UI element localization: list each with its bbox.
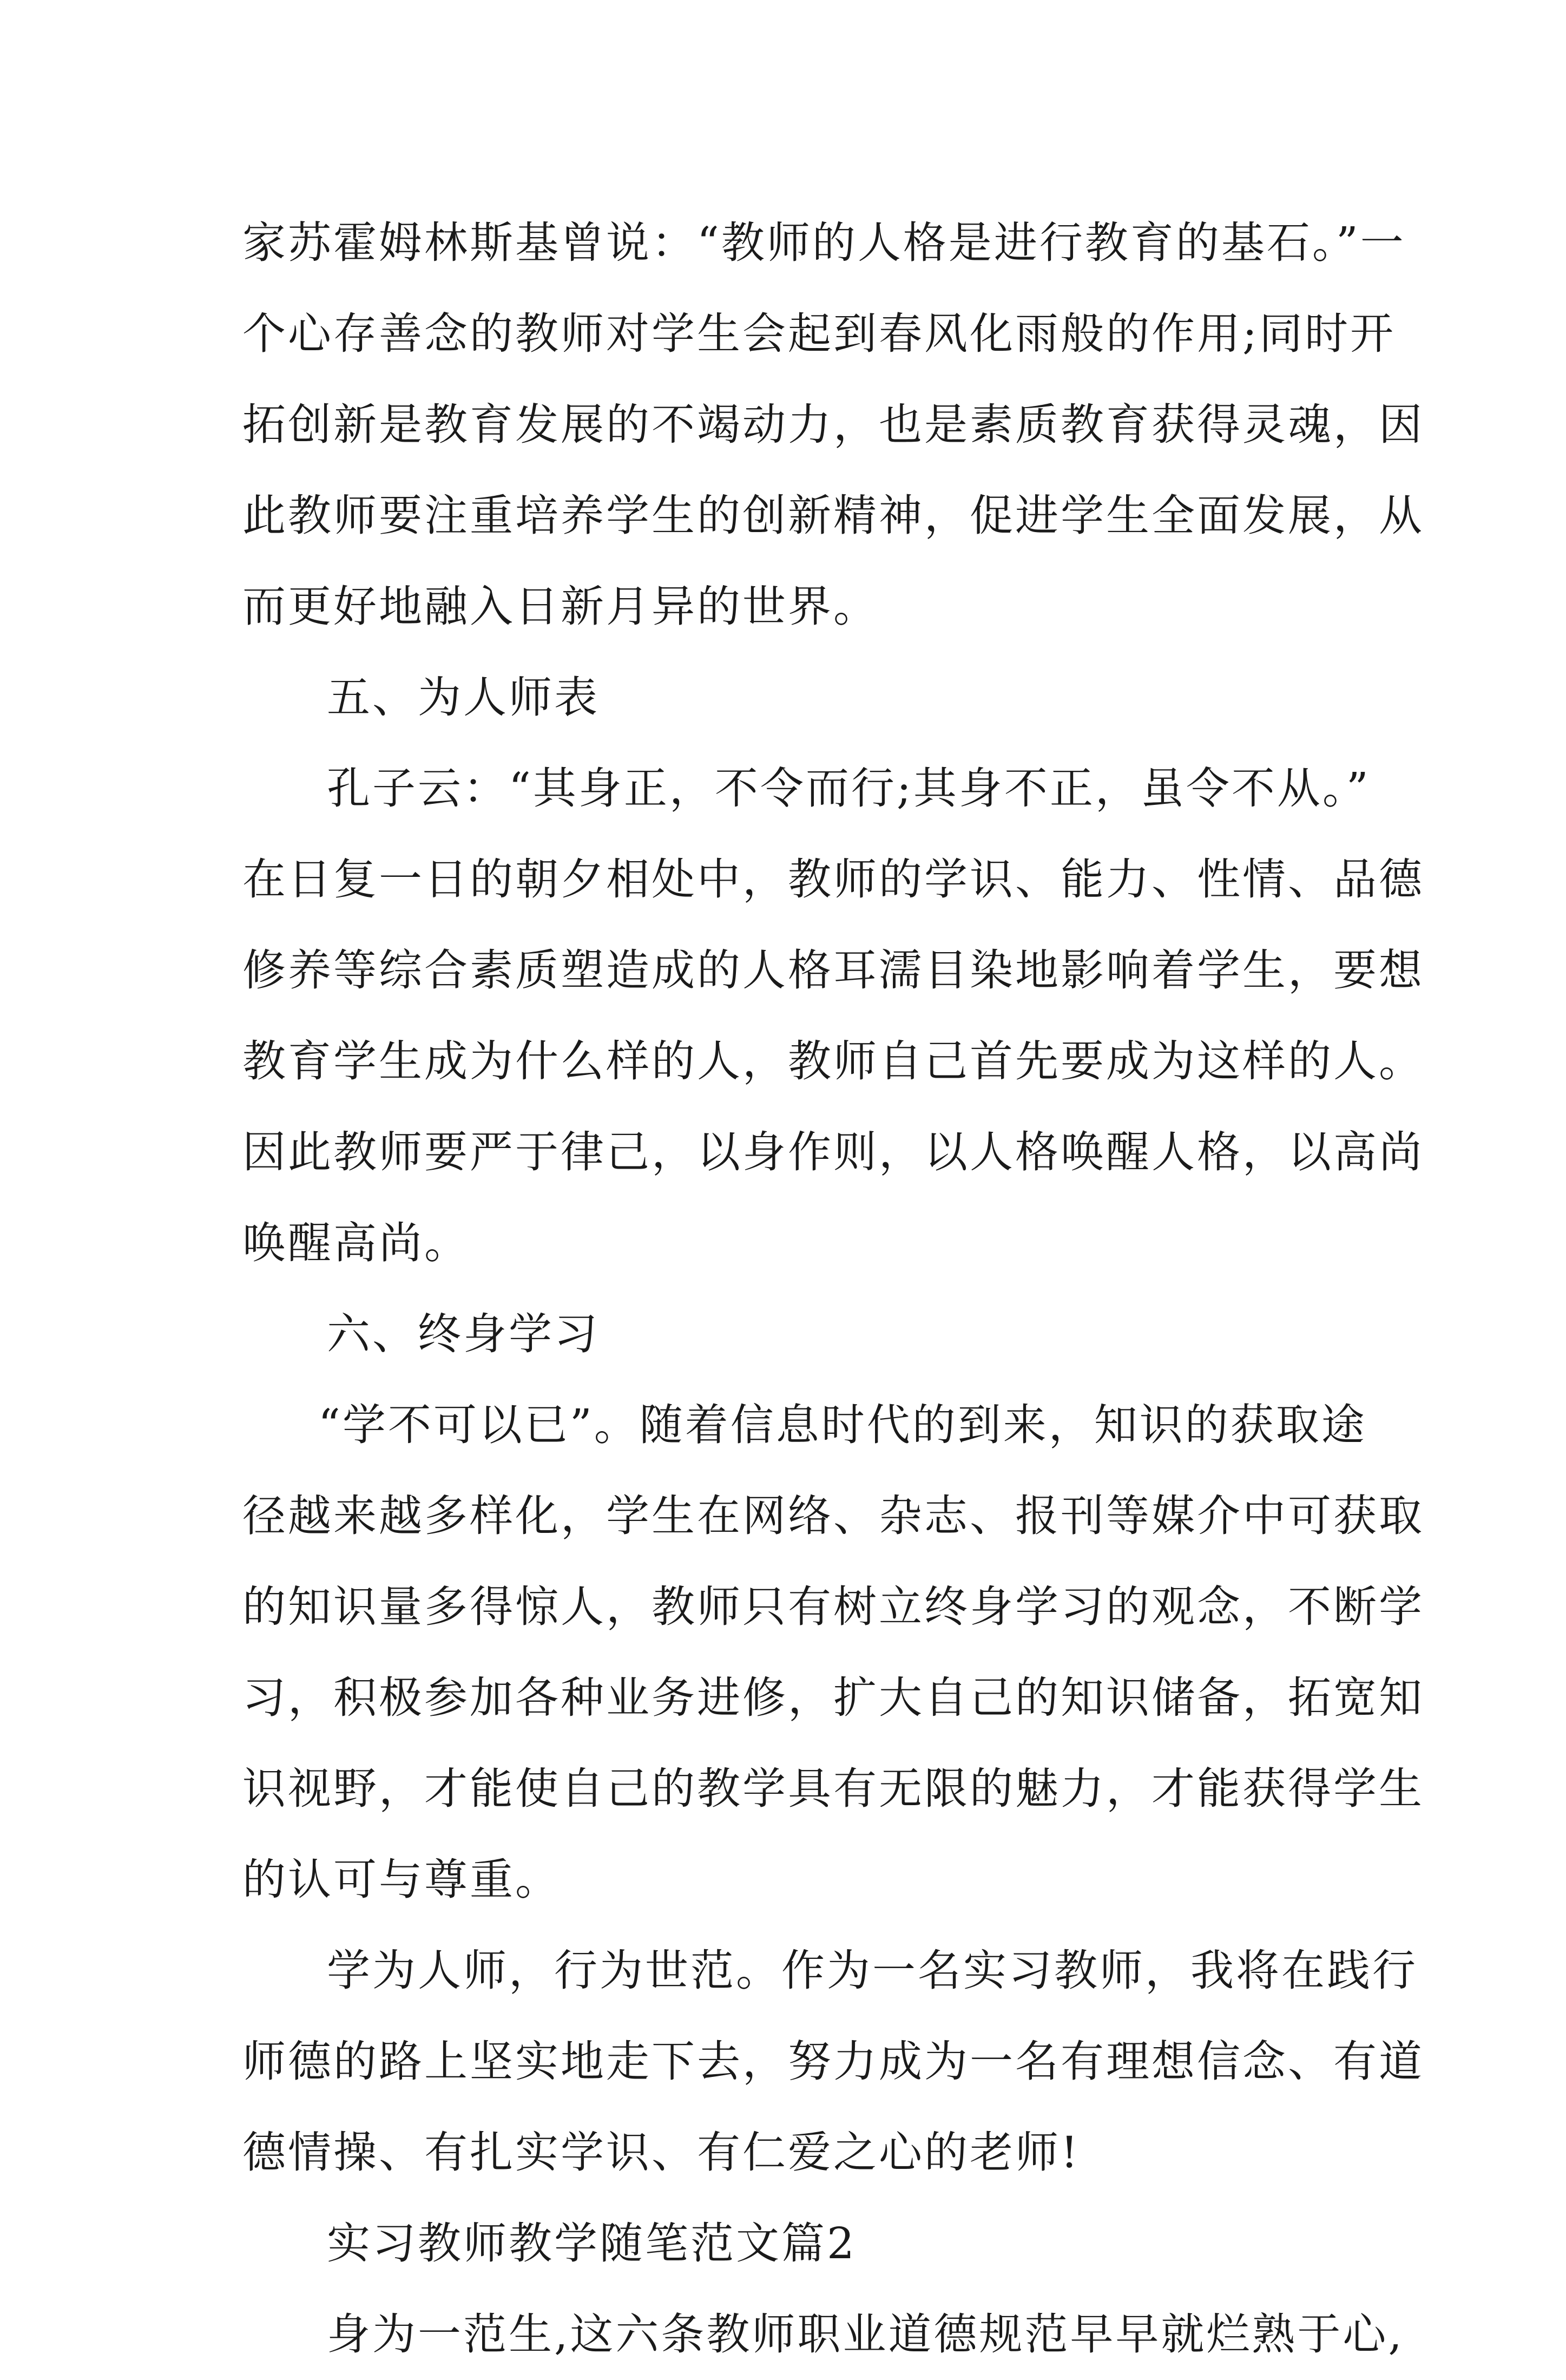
text-line: 识视野，才能使自己的教学具有无限的魅力，才能获得学生 (242, 1763, 1424, 1814)
text-line: 学为人师，行为世范。作为一名实习教师，我将在践行 (327, 1945, 1418, 1996)
text-line: 习，积极参加各种业务进修，扩大自己的知识储备，拓宽知 (242, 1673, 1424, 1723)
text-line: 修养等综合素质塑造成的人格耳濡目染地影响着学生，要想 (242, 945, 1424, 995)
text-line: 身为一范生,这六条教师职业道德规范早早就烂熟于心, (327, 2309, 1404, 2359)
text-line: 径越来越多样化，学生在网络、杂志、报刊等媒介中可获取 (242, 1491, 1424, 1541)
text-line: 个心存善念的教师对学生会起到春风化雨般的作用;同时开 (242, 309, 1396, 359)
text-line: 家苏霍姆林斯基曾说：“教师的人格是进行教育的基石。”一 (242, 218, 1406, 268)
text-line: 的知识量多得惊人，教师只有树立终身学习的观念，不断学 (242, 1582, 1424, 1632)
text-line: “学不可以已”。随着信息时代的到来，知识的获取途 (318, 1400, 1367, 1450)
document-body (242, 198, 1424, 2380)
text-line: 德情操、有扎实学识、有仁爱之心的老师! (242, 2127, 1081, 2178)
text-line: 因此教师要严于律己，以身作则，以人格唤醒人格，以高尚 (242, 1127, 1424, 1177)
text-line: 拓创新是教育发展的不竭动力，也是素质教育获得灵魂，因 (242, 399, 1424, 450)
text-line: 教育学生成为什么样的人，教师自己首先要成为这样的人。 (242, 1036, 1424, 1086)
section-heading: 五、为人师表 (327, 672, 600, 723)
text-line: 而更好地融入日新月异的世界。 (242, 581, 879, 632)
section-heading: 六、终身学习 (327, 1309, 600, 1359)
text-line: 唤醒高尚。 (242, 1218, 470, 1268)
text-line: 此教师要注重培养学生的创新精神，促进学生全面发展，从 (242, 490, 1424, 541)
article-title: 实习教师教学随笔范文篇2 (327, 2218, 857, 2268)
text-line: 在日复一日的朝夕相处中，教师的学识、能力、性情、品德 (242, 854, 1424, 904)
text-line: 的认可与尊重。 (242, 1854, 561, 1905)
text-line: 孔子云：“其身正，不令而行;其身不正，虽令不从。” (327, 763, 1371, 814)
text-line: 师德的路上坚实地走下去，努力成为一名有理想信念、有道 (242, 2036, 1424, 2087)
